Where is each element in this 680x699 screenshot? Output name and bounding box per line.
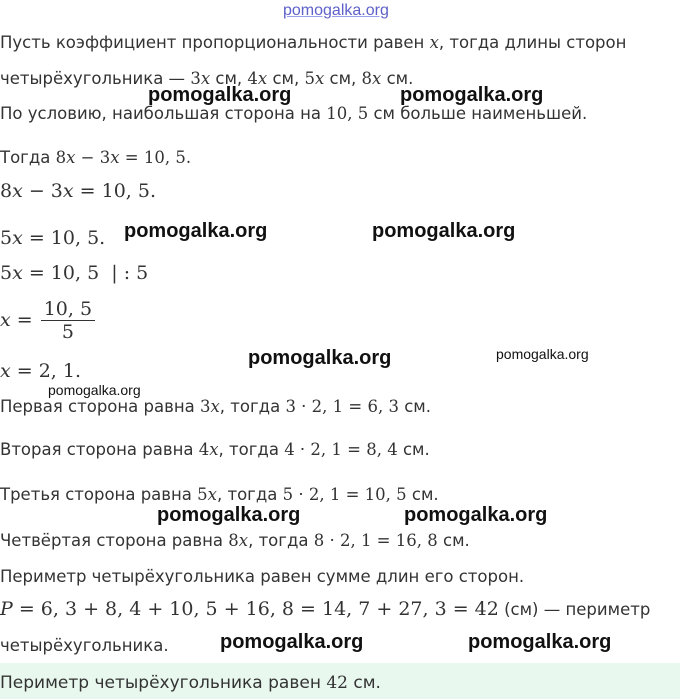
coef: 8 xyxy=(0,180,13,202)
coef: 4 xyxy=(247,69,258,88)
variable: x xyxy=(0,360,11,382)
variable: x xyxy=(12,227,23,249)
watermark: pomogalka.org xyxy=(220,631,364,653)
text: Периметр четырёхугольника равен сумме длин его сторон. xyxy=(0,567,525,586)
coef: 5 xyxy=(0,262,13,284)
variable: x xyxy=(209,440,219,459)
text: см. xyxy=(406,485,439,504)
text: Тогда xyxy=(0,148,56,167)
equals: = 6, 3 + 8, 4 + 10, 5 + 16, 8 = 14, 7 + 27, 3 = 42 xyxy=(12,598,499,620)
watermark: pomogalka.org xyxy=(468,631,612,653)
variable: x xyxy=(210,397,220,416)
text: см больше наименьшей. xyxy=(368,104,588,123)
text: Третья сторона равна xyxy=(0,485,198,504)
text: Первая сторона равна xyxy=(0,397,200,416)
solution-line-15 xyxy=(0,598,650,621)
equation xyxy=(0,360,81,382)
variable: x xyxy=(12,180,23,202)
text: , тогда xyxy=(248,531,314,550)
math xyxy=(199,440,219,459)
equation xyxy=(0,227,105,249)
text: , тогда xyxy=(218,440,285,459)
coef: 5 xyxy=(0,227,13,249)
text: (см) — периметр xyxy=(498,600,651,619)
solution-line-6 xyxy=(0,227,105,249)
text: см. xyxy=(381,69,414,88)
coef: 8 xyxy=(55,148,67,167)
solution-line-1 xyxy=(0,32,626,54)
coef: 8 xyxy=(228,531,239,550)
math: 5 · 2, 1 = 10, 5 xyxy=(282,485,407,504)
coef: 5 xyxy=(304,69,315,88)
equals: = 10, 5. xyxy=(119,148,192,167)
solution-line-9 xyxy=(0,360,81,382)
variable: P xyxy=(0,598,13,620)
coef: 5 xyxy=(197,485,208,504)
text: По условию, наибольшая сторона на xyxy=(0,104,327,123)
equation xyxy=(0,180,156,202)
math: 3 · 2, 1 = 6, 3 xyxy=(285,397,399,416)
equation xyxy=(0,262,148,284)
variable: x xyxy=(207,485,217,504)
fraction-denominator: 5 xyxy=(61,321,74,343)
watermark: pomogalka.org xyxy=(157,504,301,526)
text: см, xyxy=(324,69,362,88)
fraction xyxy=(41,299,95,342)
equals: = xyxy=(10,308,39,331)
operator: − 3 xyxy=(75,148,111,167)
math: 10, 5 xyxy=(326,104,369,123)
equation xyxy=(56,148,192,167)
variable: x xyxy=(429,33,439,52)
text: Четвёртая сторона равна xyxy=(0,531,229,550)
variable: x xyxy=(66,148,76,167)
text: Периметр четырёхугольника равен xyxy=(0,673,327,693)
watermark: pomogalka.org xyxy=(124,220,268,242)
coef: 3 xyxy=(199,397,211,416)
solution-line-14 xyxy=(0,566,524,588)
variable: x xyxy=(200,69,211,88)
equation xyxy=(0,598,499,620)
text: см, xyxy=(210,69,248,88)
solution-line-12 xyxy=(0,484,439,506)
solution-line-7 xyxy=(0,262,148,284)
coef: 4 xyxy=(198,440,210,459)
solution-line-16 xyxy=(0,635,169,657)
math xyxy=(430,33,439,52)
math: 4 · 2, 1 = 8, 4 xyxy=(284,440,398,459)
variable: x xyxy=(12,262,23,284)
watermark: pomogalka.org xyxy=(404,504,548,526)
coef: 3 xyxy=(190,69,201,88)
watermark-top: pomogalka.org xyxy=(283,2,389,19)
solution-line-11 xyxy=(0,439,430,461)
variable: x xyxy=(257,69,268,88)
equals: = 2, 1. xyxy=(10,360,82,382)
equals: = 10, 5 xyxy=(22,262,112,284)
operator: − 3 xyxy=(22,180,63,202)
division-note: | : 5 xyxy=(111,262,149,284)
text: см. xyxy=(347,673,381,693)
equals: = 10, 5. xyxy=(22,227,106,249)
math xyxy=(197,485,217,504)
variable: x xyxy=(314,69,325,88)
math xyxy=(200,397,220,416)
solution-line-8 xyxy=(0,299,97,342)
solution-line-13 xyxy=(0,530,470,552)
math xyxy=(362,69,382,88)
solution-line-4 xyxy=(0,147,191,169)
math xyxy=(304,69,324,88)
text: см. xyxy=(397,440,430,459)
text: , тогда xyxy=(216,485,283,504)
variable: x xyxy=(372,69,382,88)
equals: = 10, 5. xyxy=(73,180,157,202)
math: 42 xyxy=(326,673,348,693)
variable: x xyxy=(110,148,120,167)
fraction-numerator: 10, 5 xyxy=(41,299,95,321)
variable: x xyxy=(0,308,11,331)
text: , тогда xyxy=(219,397,286,416)
watermark: pomogalka.org xyxy=(496,346,589,362)
watermark: pomogalka.org xyxy=(400,84,544,106)
math: 8 · 2, 1 = 16, 8 xyxy=(313,531,438,550)
text: четырёхугольника. xyxy=(0,636,169,655)
text: , тогда длины сторон xyxy=(438,33,627,52)
text: см, xyxy=(267,69,305,88)
variable: x xyxy=(238,531,249,550)
solution-line-5 xyxy=(0,180,156,202)
watermark: pomogalka.org xyxy=(148,84,292,106)
text: см. xyxy=(437,531,470,550)
text: см. xyxy=(398,397,431,416)
answer-block xyxy=(0,663,680,699)
variable: x xyxy=(62,180,74,202)
text: четырёхугольника — xyxy=(0,69,191,88)
watermark: pomogalka.org xyxy=(48,382,141,398)
text: Пусть коэффициент пропорциональности равен xyxy=(0,33,430,52)
watermark: pomogalka.org xyxy=(248,347,392,369)
math xyxy=(228,531,248,550)
coef: 8 xyxy=(361,69,373,88)
watermark: pomogalka.org xyxy=(372,220,516,242)
answer-line xyxy=(0,672,381,694)
solution-line-10 xyxy=(0,396,431,418)
equation xyxy=(0,298,97,343)
text: Вторая сторона равна xyxy=(0,440,199,459)
